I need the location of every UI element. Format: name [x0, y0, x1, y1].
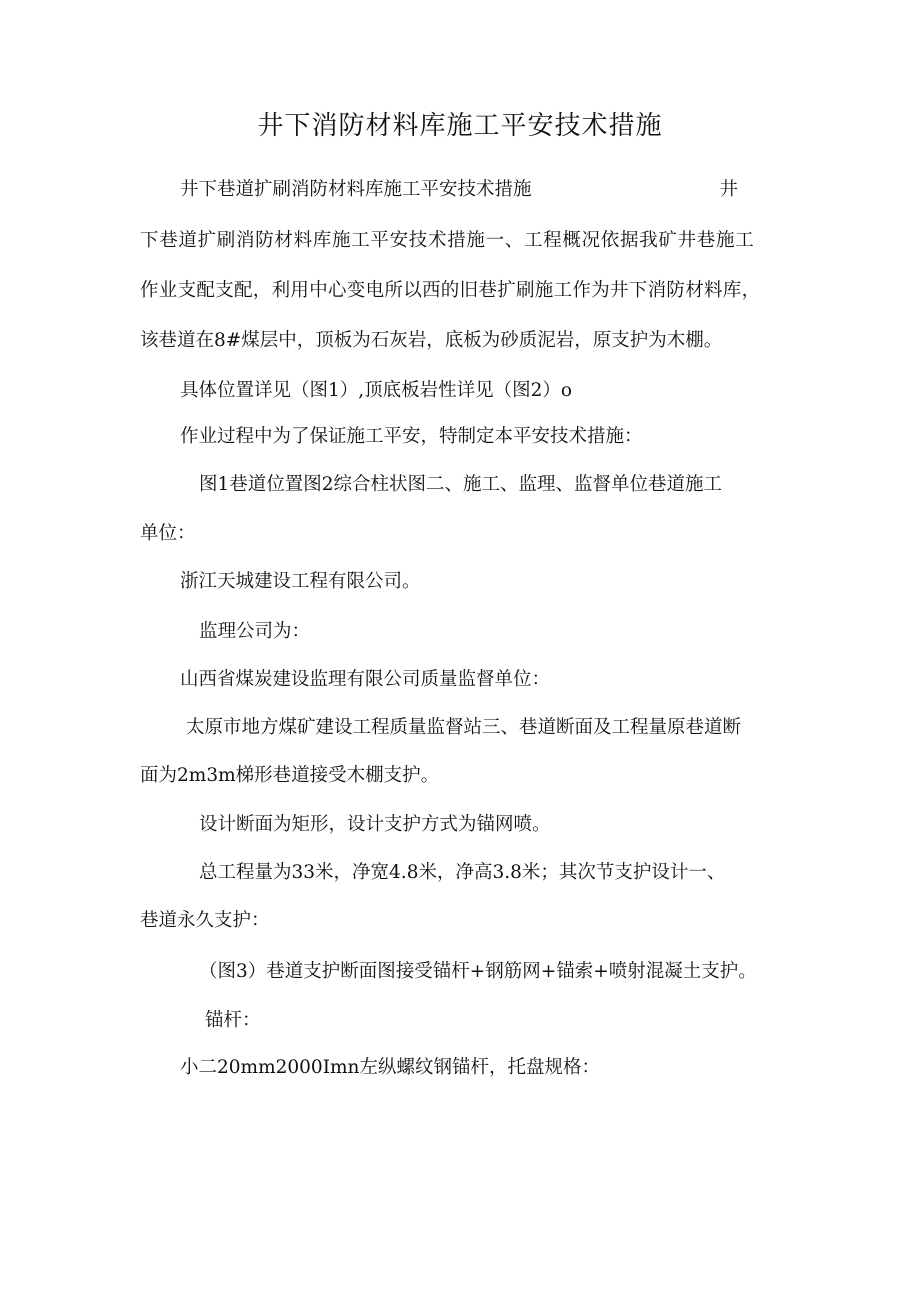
paragraph-line-7: 图1巷道位置图2综合柱状图二、施工、监理、监督单位巷道施工	[199, 474, 723, 495]
paragraph-line-6: 作业过程中为了保证施工平安，特制定本平安技术措施：	[180, 426, 643, 447]
paragraph-line-1-tail: 井	[719, 179, 739, 200]
paragraph-line-1-text: 井下巷道扩刷消防材料库施工平安技术措施	[180, 179, 532, 200]
paragraph-line-4: 该巷道在8#煤层中，顶板为石灰岩，底板为砂质泥岩，原支护为木棚。	[140, 330, 723, 351]
paragraph-line-5: 具体位置详见（图1）,顶底板岩性详见（图2）o	[180, 380, 573, 401]
paragraph-line-2: 下巷道扩刷消防材料库施工平安技术措施一、工程概况依据我矿井巷施工	[140, 230, 755, 251]
paragraph-line-10: 监理公司为：	[199, 621, 311, 642]
paragraph-line-1	[180, 176, 738, 204]
paragraph-line-19: 小二20mm2000Imn左纵螺纹钢锚杆，托盘规格：	[180, 1057, 600, 1078]
paragraph-line-13: 面为2m3m梯形巷道接受木棚支护。	[140, 765, 440, 786]
document-title: 井下消防材料库施工平安技术措施	[257, 111, 663, 141]
paragraph-line-3: 作业支配支配，利用中心变电所以西的旧巷扩刷施工作为井下消防材料库，	[140, 280, 761, 301]
paragraph-line-17: （图3）巷道支护断面图接受锚杆+钢筋网+锚索+喷射混凝土支护。	[199, 961, 757, 982]
paragraph-line-8: 单位：	[140, 523, 196, 544]
paragraph-line-14: 设计断面为矩形，设计支护方式为锚网喷。	[199, 814, 551, 835]
paragraph-line-18: 锚杆：	[205, 1010, 261, 1031]
paragraph-line-9: 浙江天城建设工程有限公司。	[180, 571, 421, 592]
paragraph-line-16: 巷道永久支护：	[140, 910, 270, 931]
paragraph-line-15: 总工程量为33米，净宽4.8米，净高3.8米；其次节支护设计一、	[199, 862, 726, 883]
paragraph-line-12: 太原市地方煤矿建设工程质量监督站三、巷道断面及工程量原巷道断	[186, 717, 742, 738]
paragraph-line-11: 山西省煤炭建设监理有限公司质量监督单位：	[180, 669, 551, 690]
